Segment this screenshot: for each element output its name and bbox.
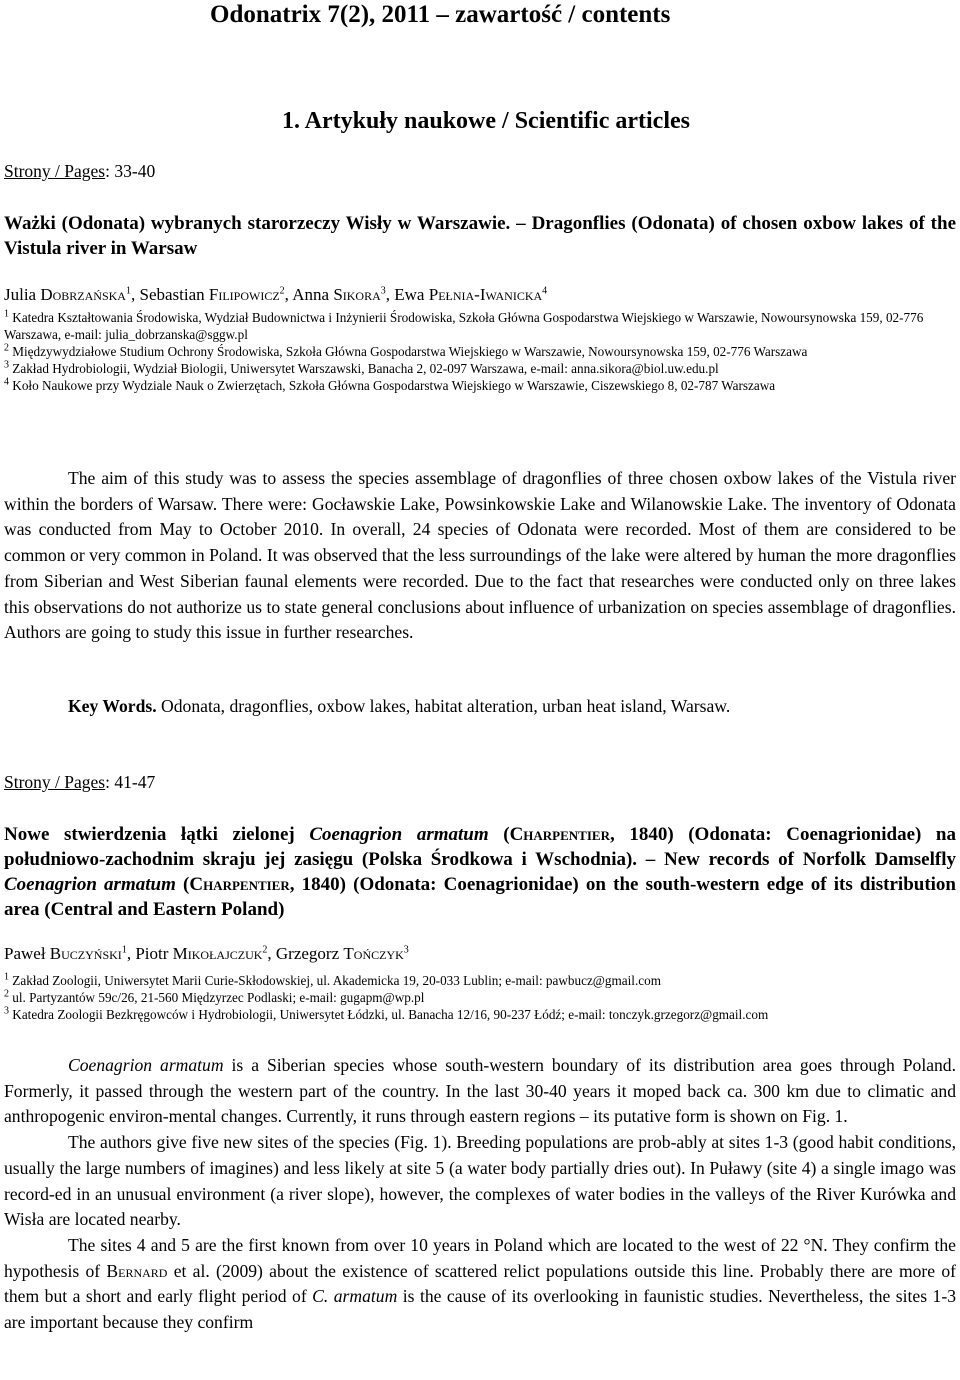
author-first-name: Paweł <box>4 944 50 963</box>
body-text: is a Siberian species whose south-western boundary of its distribution area goes through Poland. Formerly, it passed through the western part of the country. In the last 30-40 years it moped back ca. 300 km due to climatic and anthropogenic environ-mental changes. Currently, it runs through eastern regions – its putative form is shown on Fig. 1. <box>4 1055 957 1127</box>
article-2-pages <box>4 771 956 793</box>
affiliation-text: ul. Partyzantów 59c/26, 21-560 Międzyrzec Podlaski; e-mail: gugapm@wp.pl <box>12 990 425 1005</box>
body-text: et al. (2009) about the existence of scattered relict populations outside this line. Probably there are more of them but a short and early flight period of <box>4 1260 956 1307</box>
author-first-name: Ewa <box>394 285 429 304</box>
author-last-name: Buczyński <box>49 944 122 963</box>
author-sep: , <box>284 285 293 304</box>
title-species: Coenagrion armatum <box>309 824 489 845</box>
affiliation <box>4 972 956 989</box>
author-last-name: Tończyk <box>343 944 404 963</box>
article-1-keywords <box>4 694 956 719</box>
pages-value: : 41-47 <box>105 772 156 792</box>
author-sup: 3 <box>380 285 386 297</box>
affiliation-sup: 2 <box>4 342 9 354</box>
author-first-name: Grzegorz <box>275 944 344 963</box>
title-author: Charpentier <box>509 824 610 845</box>
article-2-affiliations <box>4 972 956 1023</box>
author-sep: , <box>126 944 136 963</box>
affiliation-text: Międzywydziałowe Studium Ochrony Środowiska, Szkoła Główna Gospodarstwa Wiejskiego w Warszawie, Nowoursynowska 159, 02-776 Warszawa <box>12 344 808 359</box>
article-2-title <box>4 822 956 922</box>
title-part: , 1840) (Odonata: Coenagrionidae) na południowo-zachodnim skraju jej zasięgu (Polska Środkowa i Wschodnia). – New records of Norfolk Damselfly <box>4 824 956 870</box>
keywords-label: Key Words. <box>68 696 157 716</box>
body-paragraph <box>4 1233 956 1336</box>
author-sup: 1 <box>121 944 127 956</box>
title-part: ( <box>488 824 510 845</box>
body-species: Coenagrion armatum <box>68 1055 224 1075</box>
body-species: C. armatum <box>312 1286 398 1307</box>
affiliation-text: Koło Naukowe przy Wydziale Nauk o Zwierzętach, Szkoła Główna Gospodarstwa Wiejskiego w Warszawie, Ciszewskiego 8, 02-787 Warszawa <box>12 378 776 393</box>
article-2-authors <box>4 943 956 965</box>
article-1-affiliations <box>4 309 956 394</box>
title-author: Charpentier <box>189 874 290 895</box>
affiliation-sup: 1 <box>4 308 9 320</box>
affiliation-text: Katedra Kształtowania Środowiska, Wydział Budownictwa i Inżynierii Środowiska, Szkoła Główna Gospodarstwa Wiejskiego w Warszawie, Nowoursynowska 159, 02-776 Warszawa, e-mail: julia_dobrzanska@sggw.pl <box>4 310 924 342</box>
body-text: The authors give five new sites of the species (Fig. 1). Breeding populations are prob-ably at sites 1-3 (good habit conditions, usually the large numbers of imagines) and less likely at site 5 (a water body partially dries out). In Puławy (site 4) a single imago was record-ed in an unusual environment (a river slope), however, the complexes of water bodies in the valleys of the River Kurówka and Wisła are located nearby. <box>4 1132 956 1230</box>
author-last-name: Sikora <box>333 285 381 304</box>
affiliation <box>4 989 956 1006</box>
affiliation <box>4 360 956 377</box>
author-sup: 2 <box>262 944 268 956</box>
author-last-name: Mikołajczuk <box>172 944 263 963</box>
affiliation-sup: 3 <box>4 1005 9 1017</box>
author-first-name: Sebastian <box>139 285 209 304</box>
affiliation-sup: 4 <box>4 376 9 388</box>
affiliation <box>4 1006 956 1023</box>
journal-title: Odonatrix 7(2), 2011 – zawartość / contents <box>210 1 671 28</box>
article-1-abstract <box>4 466 956 646</box>
body-paragraph <box>4 1130 956 1233</box>
affiliation <box>4 377 956 394</box>
affiliation <box>4 309 956 343</box>
title-species: Coenagrion armatum <box>4 874 176 895</box>
title-part: Nowe stwierdzenia łątki zielonej <box>4 824 310 845</box>
keywords-text: Odonata, dragonflies, oxbow lakes, habitat alteration, urban heat island, Warsaw. <box>156 696 731 716</box>
author-sup: 1 <box>125 285 131 297</box>
title-part: ( <box>175 874 190 895</box>
author-last-name: Pełnia-Iwanicka <box>428 285 543 304</box>
article-2-body <box>4 1053 956 1336</box>
author-first-name: Julia <box>4 285 41 304</box>
author-sup: 3 <box>403 944 409 956</box>
author-last-name: Dobrzańska <box>40 285 126 304</box>
article-1-pages <box>4 160 956 182</box>
author-last-name: Filipowicz <box>208 285 280 304</box>
pages-value: : 33-40 <box>105 161 156 181</box>
affiliation-sup: 1 <box>4 971 9 983</box>
section-heading: 1. Artykuły naukowe / Scientific articles <box>282 108 690 134</box>
body-text: is the cause of its overlooking in faunistic studies. Nevertheless, the sites 1-3 are important because they confirm <box>4 1286 956 1333</box>
pages-label: Strony / Pages <box>4 772 106 792</box>
affiliation <box>4 343 956 360</box>
body-paragraph <box>4 1053 956 1130</box>
pages-label: Strony / Pages <box>4 161 106 181</box>
author-first-name: Piotr <box>135 944 173 963</box>
author-sep: , <box>267 944 276 963</box>
author-sep: , <box>385 285 395 304</box>
title-part: , 1840) (Odonata: Coenagrionidae) on the south-western edge of its distribution area (Central and Eastern Poland) <box>4 874 957 920</box>
body-text: The sites 4 and 5 are the first known from over 10 years in Poland which are located to the west of 22 °N. They confirm the hypothesis of <box>4 1234 956 1281</box>
affiliation-sup: 3 <box>4 359 9 371</box>
author-first-name: Anna <box>292 285 334 304</box>
author-sup: 4 <box>542 285 548 297</box>
article-1-title: Ważki (Odonata) wybranych starorzeczy Wisły w Warszawie. – Dragonflies (Odonata) of chosen oxbow lakes of the Vistula river in Warsaw <box>4 213 956 259</box>
article-1-authors <box>4 284 956 306</box>
author-sup: 2 <box>279 285 285 297</box>
abstract-paragraph: The aim of this study was to assess the species assemblage of dragonflies of three chosen oxbow lakes of the Vistula river within the borders of Warsaw. There were: Gocławskie Lake, Powsinkowskie Lake and Wilanowskie Lake. The inventory of Odonata was conducted from May to October 2010. In overall, 24 species of Odonata were recorded. Most of them are considered to be common or very common in Poland. It was observed that the less surroundings of the lake were altered by human the more dragonflies from Siberian and West Siberian faunal elements were recorded. Due to the fact that researches were conducted only on three lakes this observations do not authorize us to state general conclusions about influence of urbanization on species assemblage of dragonflies. Authors are going to study this issue in further researches. <box>4 468 956 643</box>
author-sep: , <box>130 285 140 304</box>
affiliation-sup: 2 <box>4 988 9 1000</box>
affiliation-text: Zakład Hydrobiologii, Wydział Biologii, Uniwersytet Warszawski, Banacha 2, 02-097 Warszawa, e-mail: anna.sikora@biol.uw.edu.pl <box>12 361 719 376</box>
body-author: Bernard <box>106 1260 168 1281</box>
affiliation-text: Katedra Zoologii Bezkręgowców i Hydrobiologii, Uniwersytet Łódzki, ul. Banacha 12/16, 90-237 Łódź; e-mail: tonczyk.grzegorz@gmail.com <box>12 1007 769 1022</box>
affiliation-text: Zakład Zoologii, Uniwersytet Marii Curie-Skłodowskiej, ul. Akademicka 19, 20-033 Lublin; e-mail: pawbucz@gmail.com <box>12 973 661 988</box>
